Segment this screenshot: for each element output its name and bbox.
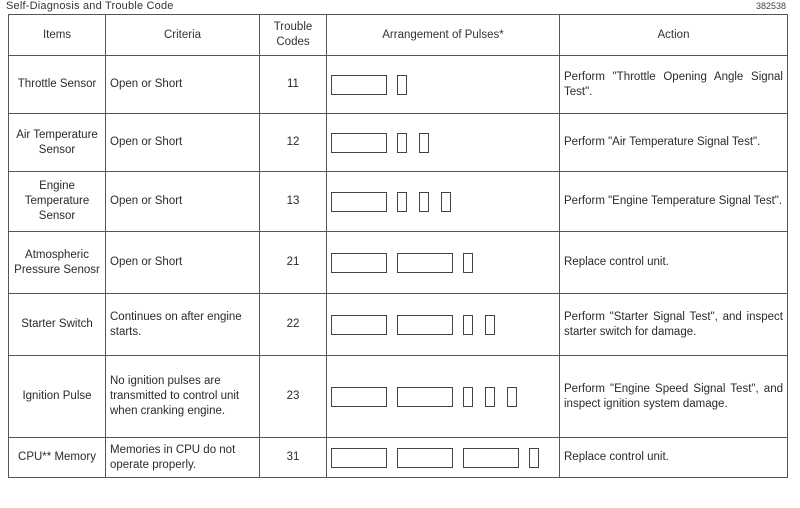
header-action: Action (560, 15, 788, 56)
criteria-cell: Open or Short (106, 232, 260, 294)
trouble-code-cell: 11 (260, 56, 327, 114)
short-pulse (463, 315, 473, 335)
table-row (9, 114, 788, 172)
table-row (9, 172, 788, 232)
page-number: 382538 (755, 1, 786, 11)
item-cell: Throttle Sensor (9, 56, 106, 114)
short-pulse (485, 387, 495, 407)
table-row (9, 438, 788, 478)
pulse-arrangement-cell (327, 356, 560, 438)
short-pulse (463, 253, 473, 273)
short-pulse (419, 192, 429, 212)
item-cell: Air Temperature Sensor (9, 114, 106, 172)
action-cell: Replace control unit. (560, 438, 788, 478)
pulse-pattern (331, 385, 555, 409)
trouble-code-table (8, 14, 788, 478)
criteria-cell: Memories in CPU do not operate properly. (106, 438, 260, 478)
short-pulse (397, 75, 407, 95)
pulse-arrangement-cell (327, 232, 560, 294)
action-cell: Perform "Throttle Opening Angle Signal Test". (560, 56, 788, 114)
long-pulse (331, 315, 387, 335)
pulse-pattern (331, 190, 555, 214)
long-pulse (331, 387, 387, 407)
header-arrangement-of-pulses: Arrangement of Pulses* (327, 15, 560, 56)
criteria-cell: Continues on after engine starts. (106, 294, 260, 356)
pulse-arrangement-cell (327, 56, 560, 114)
trouble-code-cell: 22 (260, 294, 327, 356)
action-cell: Perform "Engine Temperature Signal Test". (560, 172, 788, 232)
long-pulse (397, 448, 453, 468)
action-cell: Perform "Air Temperature Signal Test". (560, 114, 788, 172)
pulse-pattern (331, 131, 555, 155)
item-cell: Engine Temperature Sensor (9, 172, 106, 232)
table-row (9, 232, 788, 294)
long-pulse (463, 448, 519, 468)
long-pulse (331, 253, 387, 273)
action-cell: Perform "Starter Signal Test", and inspect starter switch for damage. (560, 294, 788, 356)
short-pulse (419, 133, 429, 153)
criteria-cell: Open or Short (106, 114, 260, 172)
short-pulse (397, 192, 407, 212)
table-row (9, 356, 788, 438)
pulse-arrangement-cell (327, 438, 560, 478)
trouble-code-cell: 12 (260, 114, 327, 172)
page-title: Self-Diagnosis and Trouble Code (6, 0, 174, 12)
trouble-code-cell: 23 (260, 356, 327, 438)
long-pulse (397, 387, 453, 407)
criteria-cell: Open or Short (106, 56, 260, 114)
pulse-pattern (331, 446, 555, 470)
short-pulse (485, 315, 495, 335)
header-trouble-codes: Trouble Codes (260, 15, 327, 56)
pulse-pattern (331, 73, 555, 97)
table-header-row (9, 15, 788, 56)
item-cell: Atmospheric Pressure Senosr (9, 232, 106, 294)
long-pulse (397, 315, 453, 335)
long-pulse (331, 192, 387, 212)
item-cell: Starter Switch (9, 294, 106, 356)
table-row (9, 56, 788, 114)
short-pulse (463, 387, 473, 407)
pulse-arrangement-cell (327, 172, 560, 232)
item-cell: Ignition Pulse (9, 356, 106, 438)
criteria-cell: No ignition pulses are transmitted to control unit when cranking engine. (106, 356, 260, 438)
header-criteria: Criteria (106, 15, 260, 56)
criteria-cell: Open or Short (106, 172, 260, 232)
short-pulse (507, 387, 517, 407)
item-cell: CPU** Memory (9, 438, 106, 478)
long-pulse (331, 75, 387, 95)
trouble-code-cell: 13 (260, 172, 327, 232)
action-cell: Replace control unit. (560, 232, 788, 294)
header-items: Items (9, 15, 106, 56)
short-pulse (397, 133, 407, 153)
short-pulse (529, 448, 539, 468)
pulse-pattern (331, 251, 555, 275)
pulse-arrangement-cell (327, 114, 560, 172)
action-cell: Perform "Engine Speed Signal Test", and inspect ignition system damage. (560, 356, 788, 438)
trouble-code-cell: 21 (260, 232, 327, 294)
long-pulse (331, 133, 387, 153)
long-pulse (331, 448, 387, 468)
table-row (9, 294, 788, 356)
pulse-arrangement-cell (327, 294, 560, 356)
trouble-code-cell: 31 (260, 438, 327, 478)
short-pulse (441, 192, 451, 212)
long-pulse (397, 253, 453, 273)
pulse-pattern (331, 313, 555, 337)
